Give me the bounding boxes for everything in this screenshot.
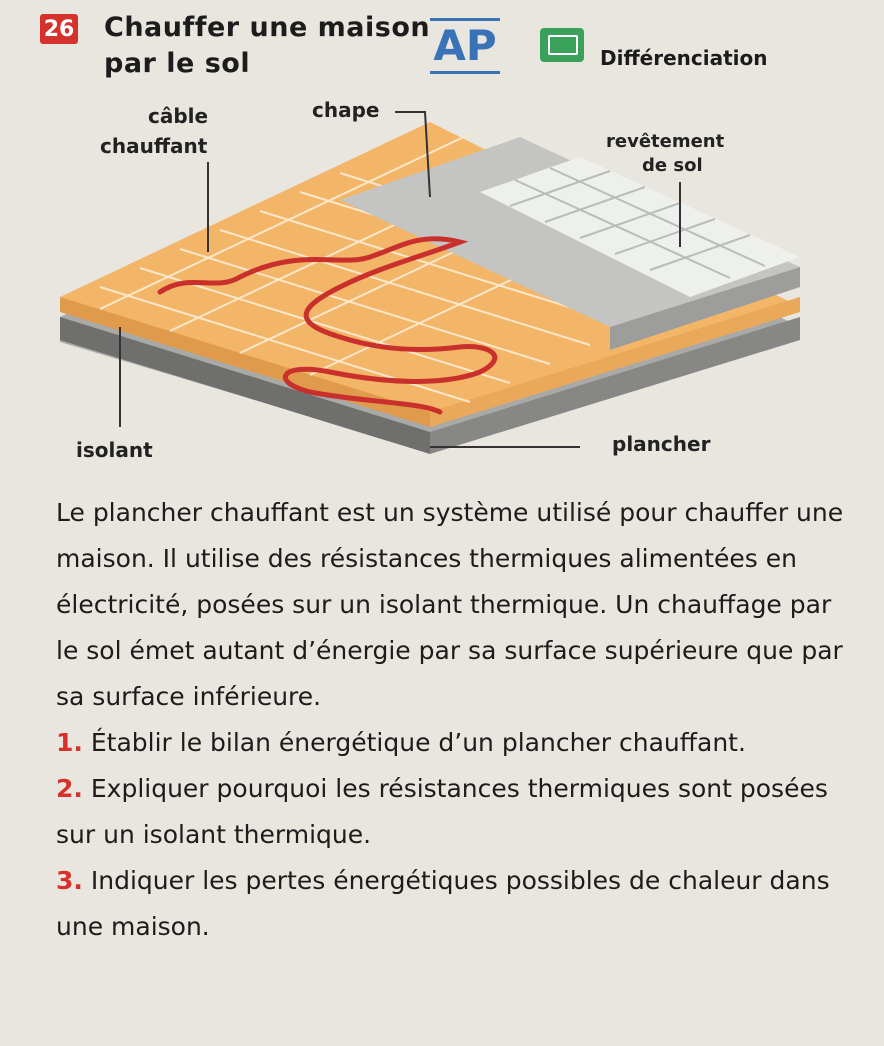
title-line-1: Chauffer une maison: [104, 12, 431, 43]
title-line-2: par le sol: [104, 48, 251, 79]
differentiation-label: Différenciation: [600, 46, 768, 70]
label-cable: [148, 104, 208, 128]
question-2-text: Expliquer pourquoi les résistances thermiques sont posées sur un isolant thermique.: [56, 774, 828, 849]
label-insulation: isolant: [76, 438, 153, 462]
ap-tag: AP: [430, 18, 500, 74]
exercise-text: [56, 490, 856, 950]
question-1-number: 1.: [56, 728, 83, 757]
label-floor-covering: [606, 130, 724, 154]
question-3-text: Indiquer les pertes énergétiques possibles de chaleur dans une maison.: [56, 866, 830, 941]
exercise-title: [104, 10, 430, 82]
question-1-text: Établir le bilan énergétique d’un plancher chauffant.: [90, 728, 746, 757]
question-1: [56, 720, 856, 766]
label-cable-2: [100, 134, 207, 158]
question-3: [56, 858, 856, 950]
label-cable-line2: chauffant: [100, 134, 208, 158]
floor-heating-diagram: [40, 82, 800, 482]
intro-paragraph: Le plancher chauffant est un système utilisé pour chauffer une maison. Il utilise des résistances thermiques alimentées en électricité, posées sur un isolant thermique. Un chauffage par le sol émet autant d’énergie par sa surface supérieure que par sa surface inférieure.: [56, 498, 844, 711]
differentiation-icon: [540, 28, 584, 62]
question-2-number: 2.: [56, 774, 83, 803]
label-floor-covering-2: de sol: [642, 155, 703, 176]
label-screed: chape: [312, 98, 380, 122]
label-floor-covering-line1: revêtement: [606, 131, 725, 152]
exercise-number-badge: 26: [40, 14, 78, 44]
label-slab: plancher: [612, 432, 711, 456]
question-2: [56, 766, 856, 858]
label-cable-line1: câble: [148, 104, 209, 128]
question-3-number: 3.: [56, 866, 83, 895]
